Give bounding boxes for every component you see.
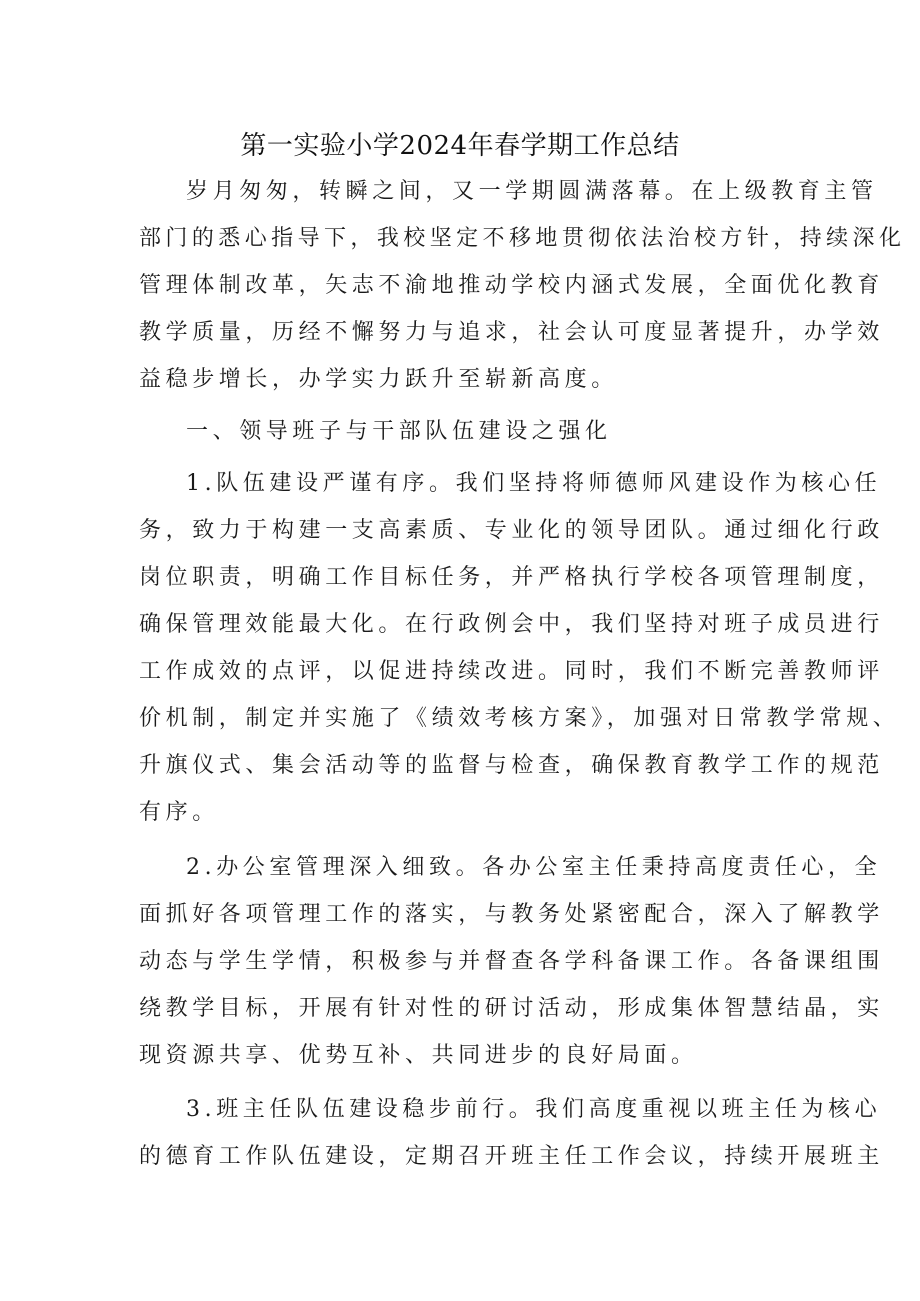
paragraph-line: 升旗仪式、集会活动等的监督与检查，确保教育教学工作的规范 <box>139 753 884 778</box>
paragraph-line: 管理体制改革，矢志不渝地推动学校内涵式发展，全面优化教育 <box>139 273 884 298</box>
paragraph-line: 益稳步增长，办学实力跃升至崭新高度。 <box>139 367 618 392</box>
document-title: 第一实验小学2024年春学期工作总结 <box>240 131 680 161</box>
paragraph-line: 1.队伍建设严谨有序。我们坚持将师德师风建设作为核心任 <box>186 471 882 496</box>
section-heading: 一、领导班子与干部队伍建设之强化 <box>186 419 612 444</box>
paragraph-line: 岁月匆匆，转瞬之间，又一学期圆满落幕。在上级教育主管 <box>186 179 878 204</box>
paragraph-line: 现资源共享、优势互补、共同进步的良好局面。 <box>139 1043 698 1068</box>
paragraph-line: 有序。 <box>139 800 219 825</box>
paragraph-line: 确保管理效能最大化。在行政例会中，我们坚持对班子成员进行 <box>139 612 884 637</box>
paragraph-line: 面抓好各项管理工作的落实，与教务处紧密配合，深入了解教学 <box>139 902 884 927</box>
paragraph-line: 绕教学目标，开展有针对性的研讨活动，形成集体智慧结晶，实 <box>139 996 884 1021</box>
paragraph-line: 的德育工作队伍建设，定期召开班主任工作会议，持续开展班主 <box>139 1144 884 1169</box>
paragraph-line: 动态与学生学情，积极参与并督查各学科备课工作。各备课组围 <box>139 949 884 974</box>
paragraph-line: 教学质量，历经不懈努力与追求，社会认可度显著提升，办学效 <box>139 320 884 345</box>
paragraph-line: 3.班主任队伍建设稳步前行。我们高度重视以班主任为核心 <box>186 1097 882 1122</box>
paragraph-line: 岗位职责，明确工作目标任务，并严格执行学校各项管理制度， <box>139 565 884 590</box>
paragraph-line: 2.办公室管理深入细致。各办公室主任秉持高度责任心，全 <box>186 855 882 880</box>
paragraph-line: 务，致力于构建一支高素质、专业化的领导团队。通过细化行政 <box>139 518 884 543</box>
paragraph-line: 部门的悉心指导下，我校坚定不移地贯彻依法治校方针，持续深化 <box>139 226 906 251</box>
paragraph-line: 价机制，制定并实施了《绩效考核方案》，加强对日常教学常规、 <box>139 706 900 731</box>
paragraph-line: 工作成效的点评，以促进持续改进。同时，我们不断完善教师评 <box>139 659 884 684</box>
